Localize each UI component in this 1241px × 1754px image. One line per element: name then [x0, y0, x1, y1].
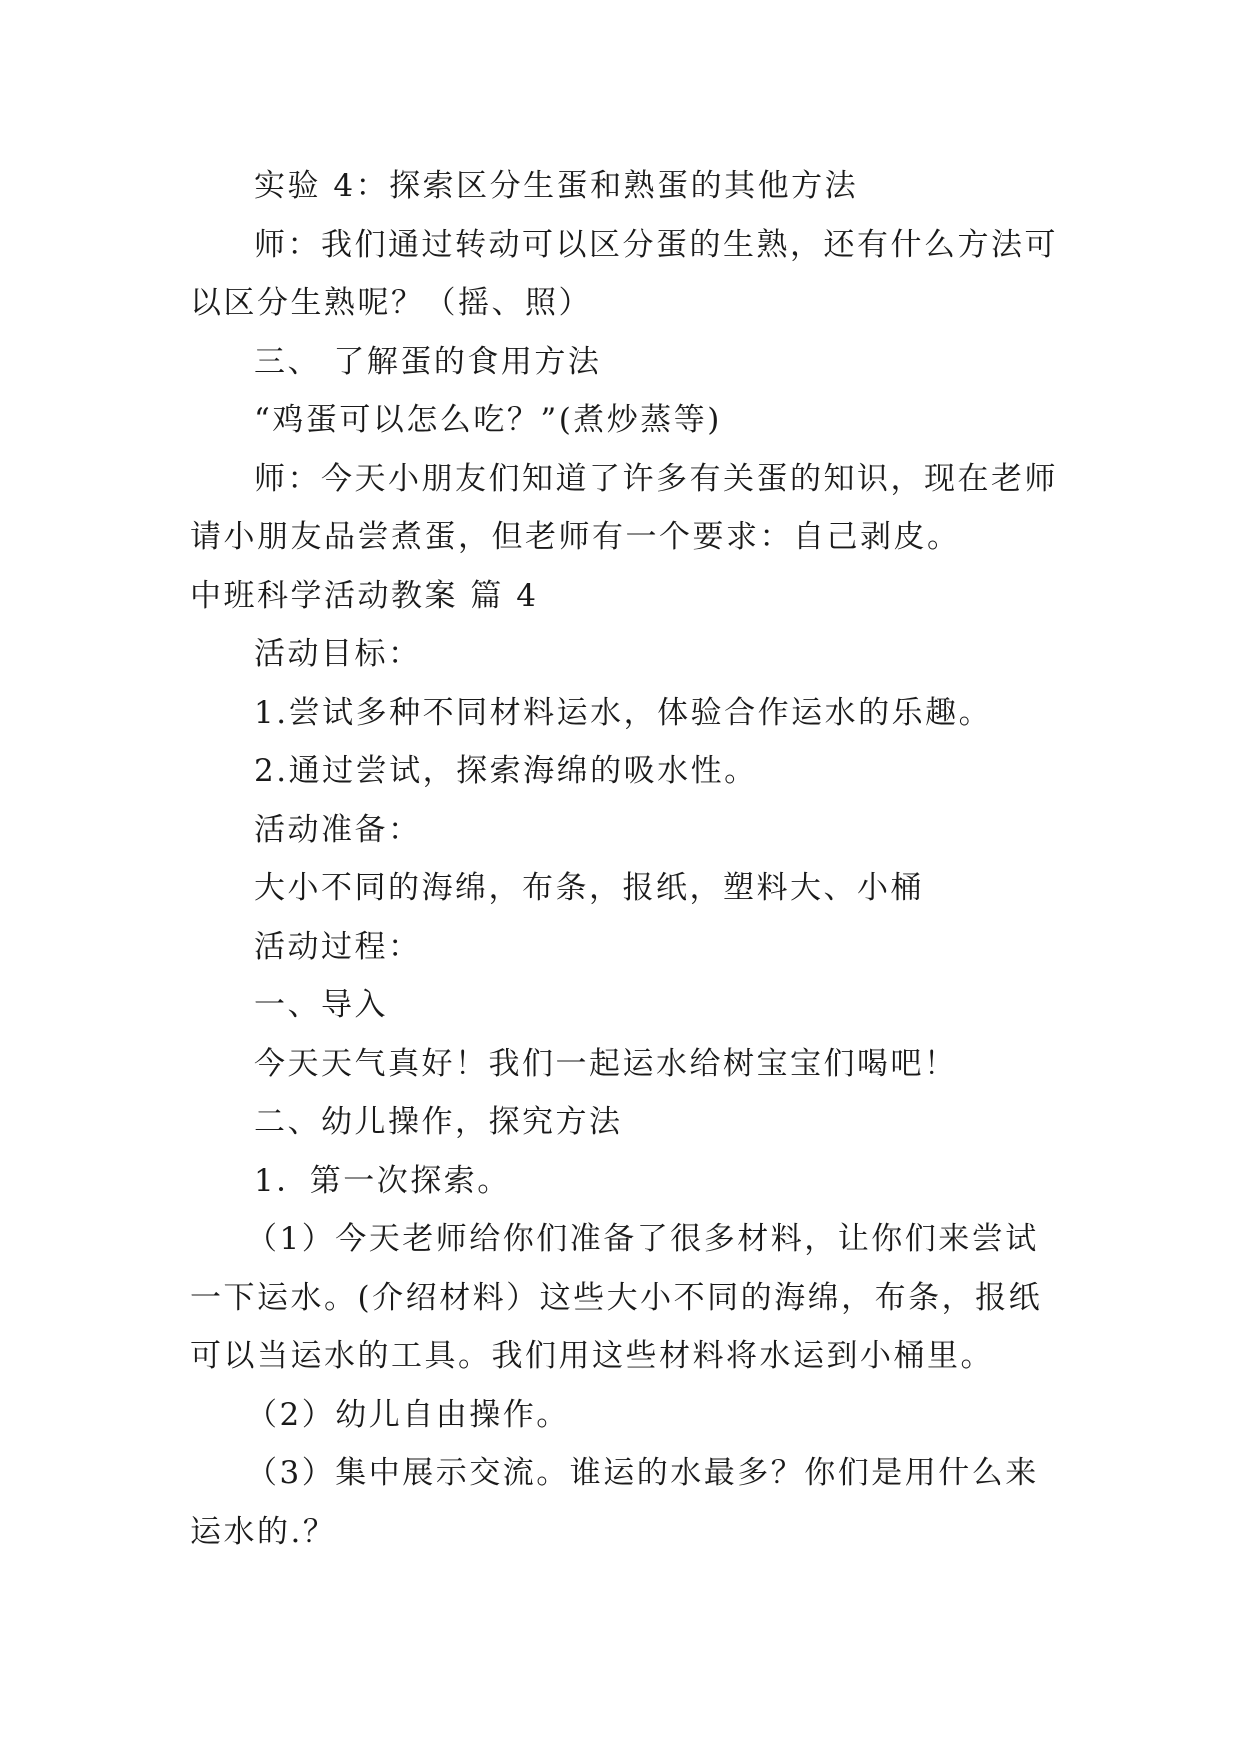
document-body — [190, 157, 1062, 1561]
paragraph-line: （2）幼儿自由操作。 — [246, 1396, 570, 1433]
paragraph-line: 运水的.？ — [190, 1513, 337, 1550]
paragraph-line: （1）今天老师给你们准备了很多材料，让你们来尝试 — [246, 1221, 1039, 1257]
paragraph-line: 师：我们通过转动可以区分蛋的生熟，还有什么方法可 — [254, 226, 1058, 263]
section-heading: 一、导入 — [254, 987, 388, 1023]
paragraph-line: 实验 4：探索区分生蛋和熟蛋的其他方法 — [254, 168, 859, 204]
paragraph-line: “鸡蛋可以怎么吃？”(煮炒蒸等) — [254, 402, 722, 438]
list-item: 1．第一次探索。 — [254, 1162, 511, 1199]
paragraph-line: 今天天气真好！我们一起运水给树宝宝们喝吧！ — [254, 1045, 958, 1082]
article-title: 中班科学活动教案 篇 4 — [190, 577, 539, 614]
section-heading: 活动过程： — [254, 928, 422, 965]
paragraph-line: 师：今天小朋友们知道了许多有关蛋的知识，现在老师 — [254, 460, 1058, 497]
list-item: 1.尝试多种不同材料运水，体验合作运水的乐趣。 — [254, 694, 993, 731]
section-heading: 三、 了解蛋的食用方法 — [254, 343, 602, 380]
paragraph-line: （3）集中展示交流。谁运的水最多？你们是用什么来 — [246, 1455, 1039, 1491]
paragraph-line: 大小不同的海绵，布条，报纸，塑料大、小桶 — [254, 870, 924, 906]
paragraph-line: 一下运水。(介绍材料）这些大小不同的海绵，布条，报纸 — [190, 1279, 1043, 1316]
paragraph-line: 可以当运水的工具。我们用这些材料将水运到小桶里。 — [190, 1338, 994, 1374]
list-item: 2.通过尝试，探索海绵的吸水性。 — [254, 753, 758, 789]
section-heading: 二、幼儿操作，探究方法 — [254, 1104, 623, 1140]
paragraph-line: 以区分生熟呢？（摇、照） — [190, 285, 592, 321]
section-heading: 活动准备： — [254, 811, 422, 848]
section-heading: 活动目标： — [254, 636, 422, 672]
paragraph-line: 请小朋友品尝煮蛋，但老师有一个要求：自己剥皮。 — [190, 519, 961, 555]
